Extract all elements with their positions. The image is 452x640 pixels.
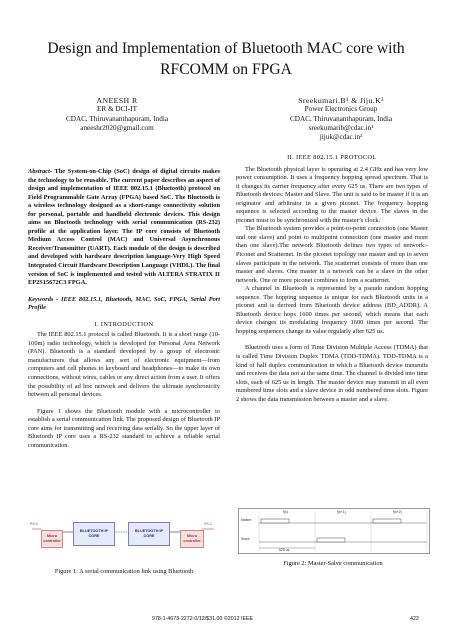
author-block-1 xyxy=(42,96,192,133)
protocol-paragraph-1: The Bluetooth physical layer is operating at 2.4 GHz and has very low power consumption. It uses a frequency hopping spread spectrum. That is it changes its carrier frequency after every 625 us. There are two types of Bluetooth devices: Master and Slave. The unit is said to be master if it is an originator and arbitrator in a given piconet. The frequency hopping sequence is selected according to the master device. The slaves in the piconet must to be synchronized with the master’s clock. xyxy=(236,165,428,224)
bluetooth-core-right: BLUETOOTH IP CORE xyxy=(128,522,170,546)
figure-2 xyxy=(238,508,430,554)
keywords-text: IEEE 802.15.1, Bluetooth, MAC, SoC, FPGA, Serial Port Profile xyxy=(28,295,220,312)
right-column xyxy=(236,154,428,404)
intro-paragraph-1: The IEEE 802.15.1 protocol is called Bluetooth. It is a short range (10-100m) radio technology, which is developed for Personal Area Network (PAN). Bluetooth is a standard developed by a group of electronic manufacturers that allows any sort of electronic equipment—from computers and cell phones to keyboard and headphones—to make its own connections, without wires, cables or any direct action from a user. It offers the possibility of ad hoc network and delivers the ultimate synchronicity between all personal devices. xyxy=(28,331,220,399)
bluetooth-core-left: BLUETOOTH IP CORE xyxy=(73,522,115,546)
rs-right-label: RS-X xyxy=(204,522,213,526)
footer-isbn: 978-1-4673-2272-0/12/$31.00 ©2012 IEEE xyxy=(152,616,254,622)
abstract xyxy=(28,168,220,288)
section-heading-protocol: II. IEEE 802.15.1 PROTOCOL xyxy=(287,154,377,161)
abstract-text: The System-on-Chip (SoC) design of digital circuits makes the technology to be reusable. The current paper describes an aspect of design and implementation of IEEE 802.15.1 (Bluetooth) protocol on Field Programmable Gate Array (FPGA) based SoC. The Bluetooth is a wireless technology designed as a short-range connectivity solution for personal, portable and handheld electronic devices. This design aims on Bluetooth technology with serial communication (RS-232) profile at the application layer. The IP core consists of Bluetooth Medium Access Control (MAC) and Universal Asynchronous Receiver/Transmitter (UART). Each module of the design is described and developed with hardware description language-Very High Speed Integrated Circuit Hardware Description Language (VHDL). The final version of SoC is implemented and tested with ALTERA STRATIX II EP2S15672C3 FPGA. xyxy=(28,168,220,287)
figure-2-timing-diagram xyxy=(239,509,429,553)
rs-left-label: RS-X xyxy=(30,522,39,526)
author-affiliation: CDAC, Thiruvananthapuram, India xyxy=(65,114,169,123)
protocol-paragraph-4: Bluetooth uses a form of Time Division Multiple Access (TDMA) that is called Time Division Duplex TDMA (TDD-TDMA). TDD-TDMA is a kind of half duplex communication in which a Bluetooth device transmits and receives the data not at the same time. The channel is divided into time slots, each of 625 us in length. The master device may transmit in all even numbered time slots and a slave device in odd numbered time slots. Figure 2 shows the data transmission between a master and a slave. xyxy=(236,344,428,403)
author-email: jijuk@cdac.in² xyxy=(319,133,363,142)
section-heading-introduction: I. INTRODUCTION xyxy=(94,320,154,328)
author-name: Sreekumari.B¹ & Jiju.K² xyxy=(298,96,384,105)
slot-label-k2: f(k+2) xyxy=(393,510,402,514)
author-affiliation: CDAC, Thiruvananthapuram, India xyxy=(289,114,393,123)
slot-label-k: f(k) xyxy=(283,510,288,514)
keywords-label: Keywords - xyxy=(28,295,61,303)
slave-label: Slave xyxy=(241,537,250,541)
slot-label-k1: f(k+1) xyxy=(337,510,346,514)
microcontroller-right: Micro controller xyxy=(180,530,204,548)
microcontroller-left: Micro controller xyxy=(41,530,63,548)
protocol-paragraph-2: The Bluetooth system provides a point-to-point connection (one Master and one slave) and point to multipoint connection (one master and more than one slave).The network Bluetooth defines two types of network:-Piconet and Scatternet. In the piconet topology one master and up to seven slaves participate in the network. The scatternet consists of more than one master and slaves. One master in a network can be a slave in the other network. One or more piconet combines to form a scatternet. xyxy=(236,225,428,284)
author-affiliation: ER & DCI-IT xyxy=(97,105,137,114)
figure-1-caption: Figure 1: A serial communication link using Bluetooth xyxy=(54,568,194,575)
paper-title: Design and Implementation of Bluetooth MAC core with RFCOMM on FPGA xyxy=(47,40,405,78)
author-email: sreekumarib@cdac.in¹ xyxy=(308,123,374,132)
slot-length-label: 625 us xyxy=(279,548,290,552)
intro-paragraph-2: Figure 1 shows the Bluetooth module with a microcontroller to establish a serial communication link. The proposed design of Bluetooth IP core aims for transmitting and receiving data serially. So the upper layer of Bluetooth IP core uses a RS-232 standard to achieve a reliable serial communication. xyxy=(28,407,220,449)
abstract-label: Abstract- xyxy=(28,168,52,175)
author-email: aneeshr2020@gmail.com xyxy=(80,123,154,132)
author-affiliation: Power Electronics Group xyxy=(304,105,378,114)
figure-1 xyxy=(28,520,220,556)
figure-2-caption: Figure 2: Master-Salve communication xyxy=(283,560,383,567)
left-column xyxy=(28,168,220,450)
page-number: 422 xyxy=(410,616,419,622)
author-block-2 xyxy=(256,96,426,142)
protocol-paragraph-3: A channel in Bluetooth is represented by a pseudo random hopping sequence. The hopping sequence is unique for each Bluetooth units in a piconet and is derived from Bluetooth device address (BD_ADDR). A Bluetooth device hops 1600 times per second, which means that each device changes its modulating frequency 1600 times per second. The hopping sequences change its value regularly after 625 us. xyxy=(236,285,428,335)
master-label: Master xyxy=(241,518,252,522)
author-name: ANEESH R xyxy=(96,96,138,105)
keywords xyxy=(28,296,220,313)
